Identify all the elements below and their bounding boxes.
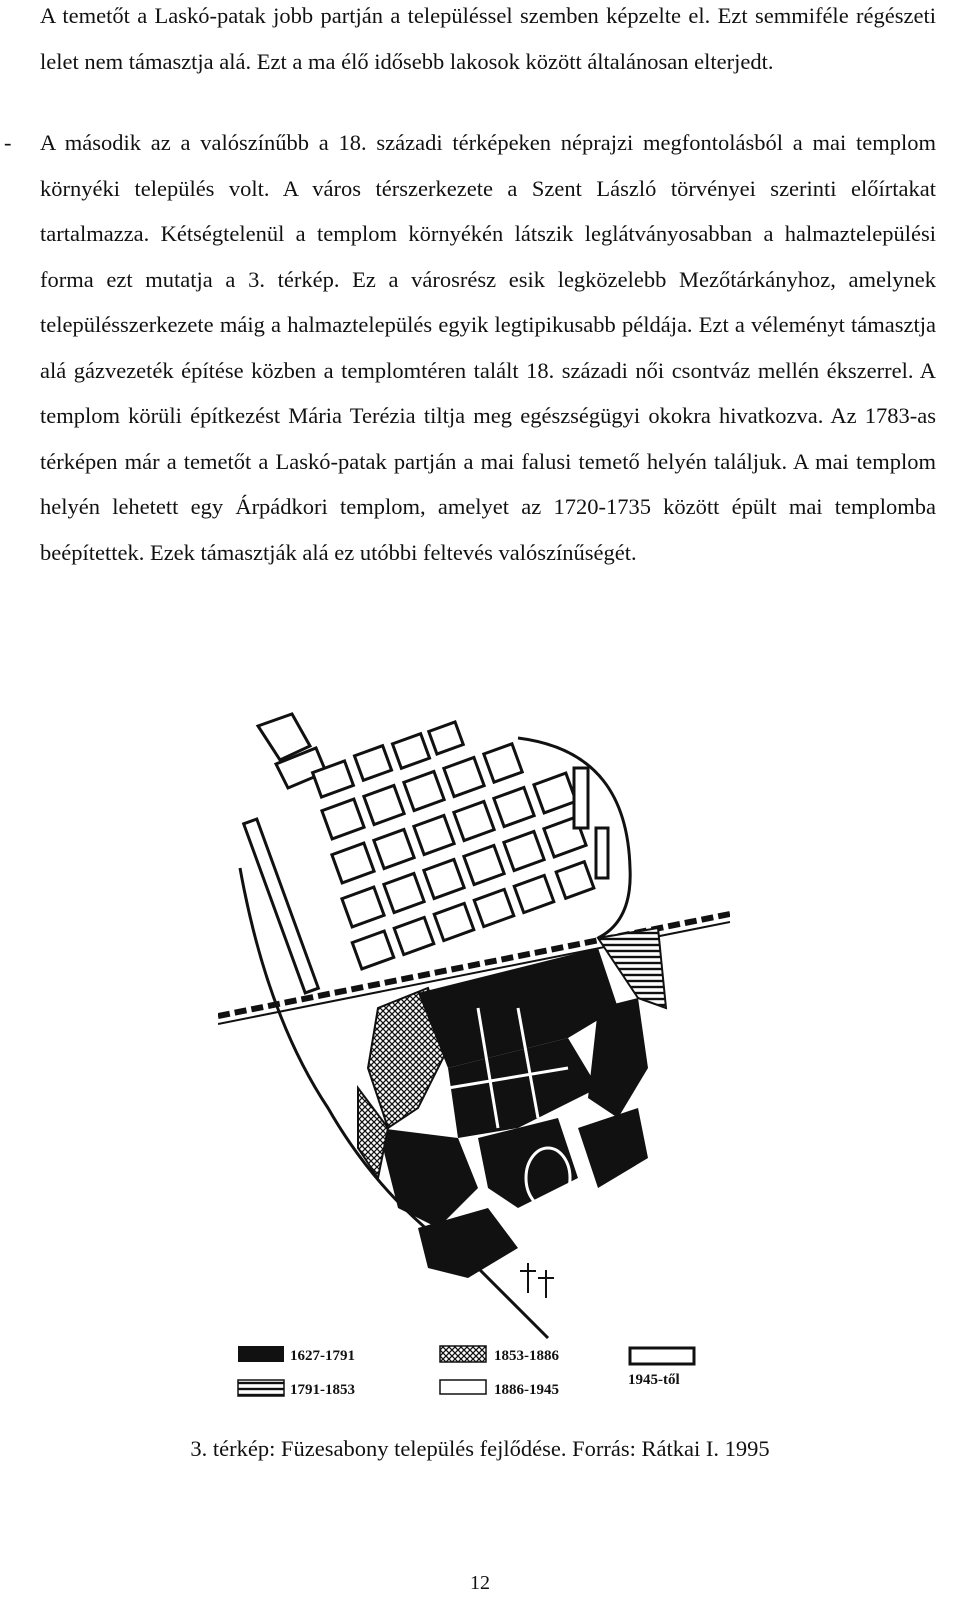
legend-swatch-1945-tol [630,1348,694,1364]
legend-label-1886-1945: 1886-1945 [494,1382,559,1398]
list-dash: - [4,130,12,155]
page-number: 12 [470,1572,490,1594]
legend-swatch-1627-1791 [238,1346,284,1362]
settlement-map [218,708,730,1423]
figure-caption: 3. térkép: Füzesabony település fejlődése. Forrás: Rátkai I. 1995 [190,1436,770,1461]
legend-label-1853-1886: 1853-1886 [494,1348,559,1364]
legend-swatch-1853-1886 [440,1346,486,1362]
cemetery-crosses [520,1263,554,1298]
legend-label-1791-1853: 1791-1853 [290,1382,355,1398]
settlement-map-figure [218,708,730,1423]
southern-district [358,928,666,1298]
paragraph-1: A temetőt a Laskó-patak jobb partján a településsel szemben képzelte el. Ezt semmiféle régészeti lelet nem támasztja alá. Ezt a ma élő idősebb lakosok között általánosan elterjedt. [40,3,936,74]
legend-swatch-1886-1945 [440,1380,486,1394]
legend-label-1945-tol: 1945-től [628,1372,680,1388]
legend-label-1627-1791: 1627-1791 [290,1348,355,1364]
legend-swatch-1791-1853 [238,1380,284,1396]
paragraph-2: A második az a valószínűbb a 18. századi térképeken néprajzi megfontolásból a mai templom környéki település volt. A város térszerkezete a Szent László törvényei szerinti előírtakat tartalmazza. Kétségtelenül a templom környékén látszik leglátványosabban a halmaztelepülési forma ezt mutatja a 3. térkép. Ez a városrész esik legközelebb Mezőtárkányhoz, amelynek településszerkezete máig a halmaztelepülés egyik legtipikusabb példája. Ezt a véleményt támasztja alá gázvezeték építése közben a templomtéren talált 18. századi női csontváz mellén ékszerrel. A templom körüli építkezést Mária Terézia tiltja meg egészségügyi okokra hivatkozva. Az 1783-as térképen már a temetőt a Laskó-patak partján a mai falusi temető helyén találjuk. A mai templom helyén lehetett egy Árpádkori templom, amelyet az 1720-1735 között épült mai templomba beépítettek. Ezek támasztják alá ez utóbbi feltevés valószínűségét. [40,130,936,565]
map-legend [238,1346,694,1398]
